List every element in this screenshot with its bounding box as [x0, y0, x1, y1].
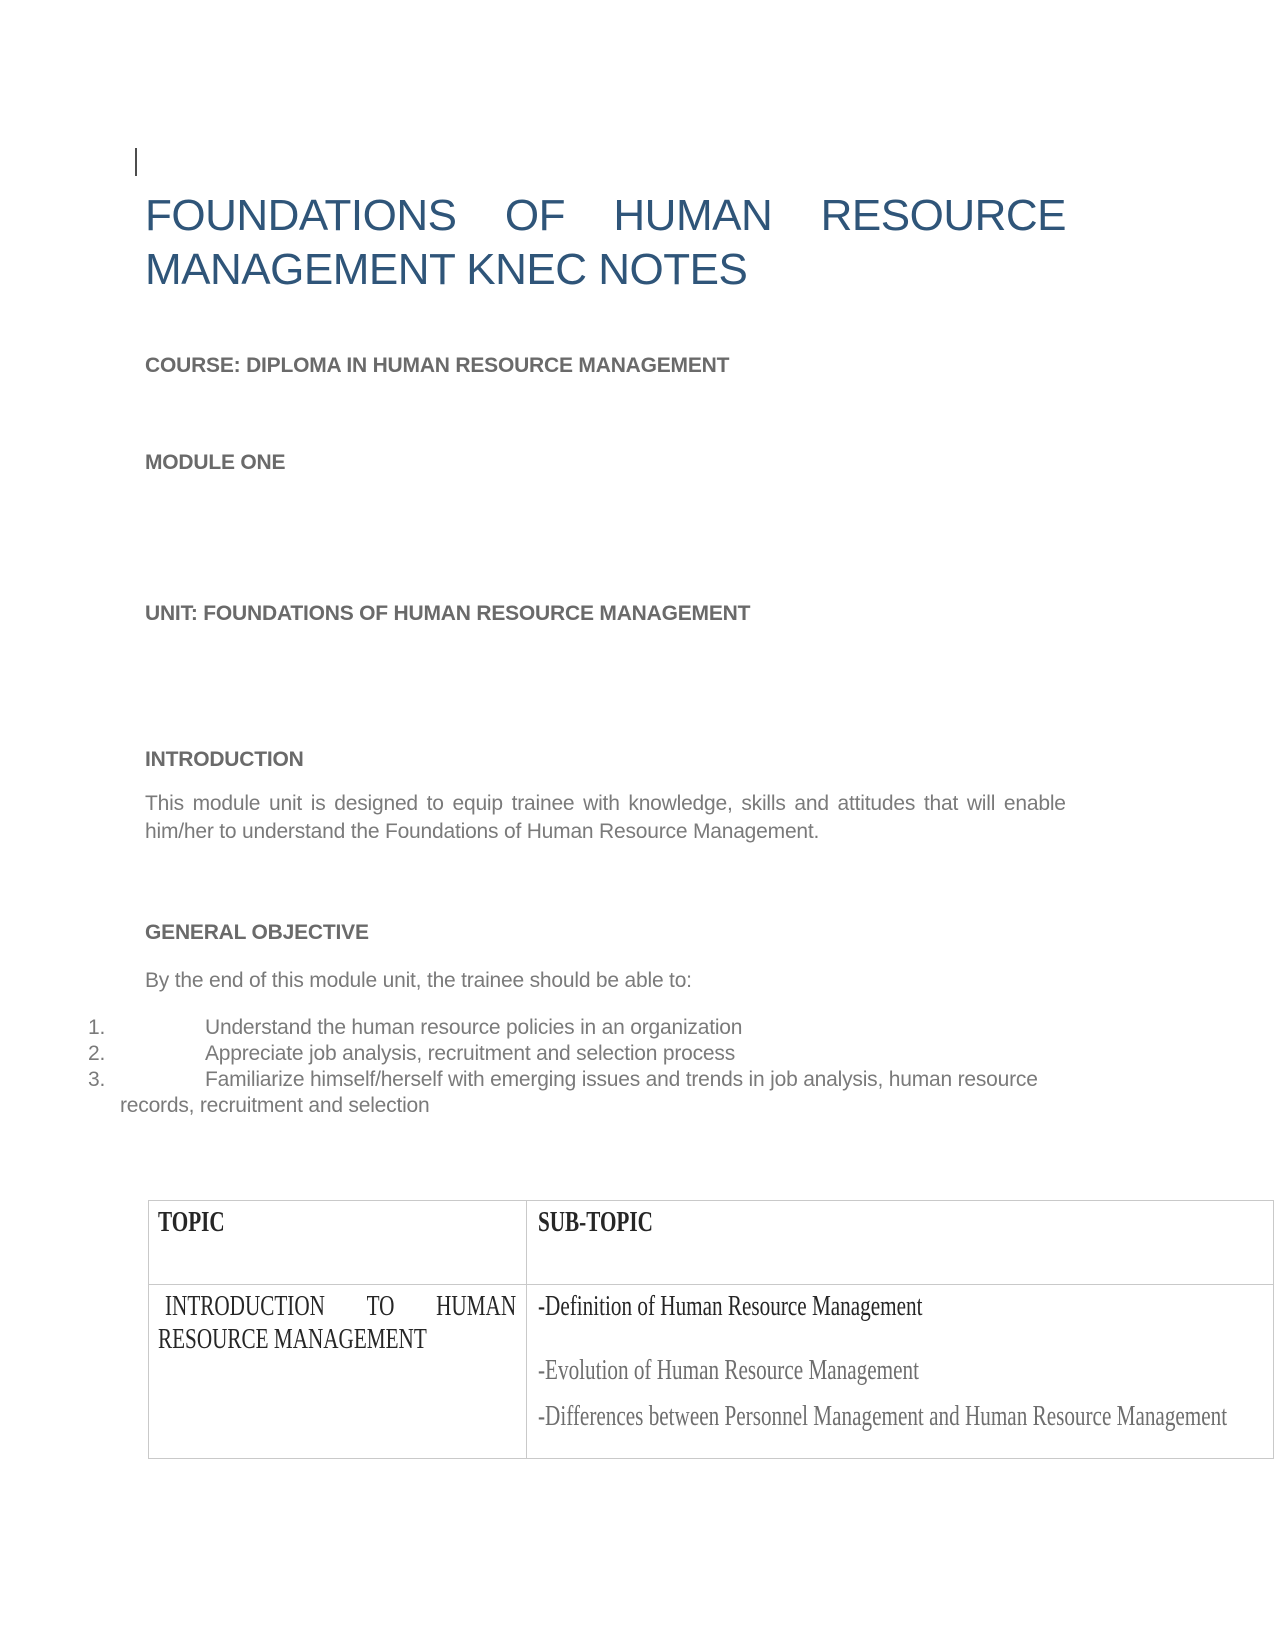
- objective-lead-text: By the end of this module unit, the trainee should be able to:: [145, 969, 692, 992]
- list-item-text: Appreciate job analysis, recruitment and selection process: [205, 1042, 736, 1065]
- table-header-subtopic-label: SUB-TOPIC: [537, 1206, 653, 1238]
- subtopic-item-label: -Definition of Human Resource Management: [537, 1290, 922, 1322]
- introduction-paragraph: [145, 790, 1066, 846]
- text-cursor-bar: [135, 148, 137, 176]
- subtopic-item-label: -Differences between Personnel Management and Human Resource Management: [537, 1400, 1227, 1432]
- table-header-subtopic: [527, 1201, 1274, 1284]
- subtopic-item: [538, 1290, 1274, 1323]
- table-cell-subtopic: [527, 1285, 1274, 1458]
- topic-text-line1: INTRODUCTION TO HUMAN: [165, 1290, 517, 1322]
- objectives-list: [88, 1015, 1238, 1119]
- topic-text-line2: [158, 1323, 526, 1356]
- document-title: [145, 189, 1066, 297]
- list-item-number: 3.: [88, 1068, 106, 1091]
- topics-table: [148, 1200, 1274, 1459]
- subtopic-item: [538, 1354, 1274, 1387]
- document-title-line2: MANAGEMENT KNEC NOTES: [145, 245, 748, 294]
- subtopic-item-label: -Evolution of Human Resource Management: [537, 1354, 919, 1386]
- table-header-topic: [149, 1201, 527, 1284]
- list-item: [88, 1041, 1238, 1067]
- list-item-text: Understand the human resource policies in an organization: [205, 1016, 743, 1039]
- table-header-topic-label: TOPIC: [158, 1206, 225, 1238]
- list-item-number: 1.: [88, 1016, 106, 1039]
- subtopic-item: [538, 1400, 1274, 1433]
- table-header-row: [149, 1201, 1273, 1285]
- list-item: [88, 1015, 1238, 1041]
- general-objective-heading: GENERAL OBJECTIVE: [145, 921, 369, 944]
- course-heading: COURSE: DIPLOMA IN HUMAN RESOURCE MANAGEMENT: [145, 354, 730, 377]
- document-title-line1: FOUNDATIONS OF HUMAN RESOURCE: [145, 191, 1066, 240]
- table-row: [149, 1285, 1273, 1458]
- list-item-text-wrap: records, recruitment and selection: [120, 1094, 430, 1117]
- list-item-number: 2.: [88, 1042, 106, 1065]
- list-item: [88, 1067, 1238, 1119]
- list-item-text: Familiarize himself/herself with emerging issues and trends in job analysis, human resource: [205, 1068, 1038, 1091]
- introduction-heading: INTRODUCTION: [145, 748, 304, 771]
- introduction-paragraph-line1: This module unit is designed to equip trainee with knowledge, skills and attitudes that will enable: [145, 792, 1066, 815]
- module-heading: MODULE ONE: [145, 451, 286, 474]
- unit-heading: UNIT: FOUNDATIONS OF HUMAN RESOURCE MANAGEMENT: [145, 602, 751, 625]
- table-cell-topic: [149, 1285, 527, 1458]
- topic-text-line2-label: RESOURCE MANAGEMENT: [158, 1323, 427, 1355]
- introduction-paragraph-line2: him/her to understand the Foundations of Human Resource Management.: [145, 820, 820, 843]
